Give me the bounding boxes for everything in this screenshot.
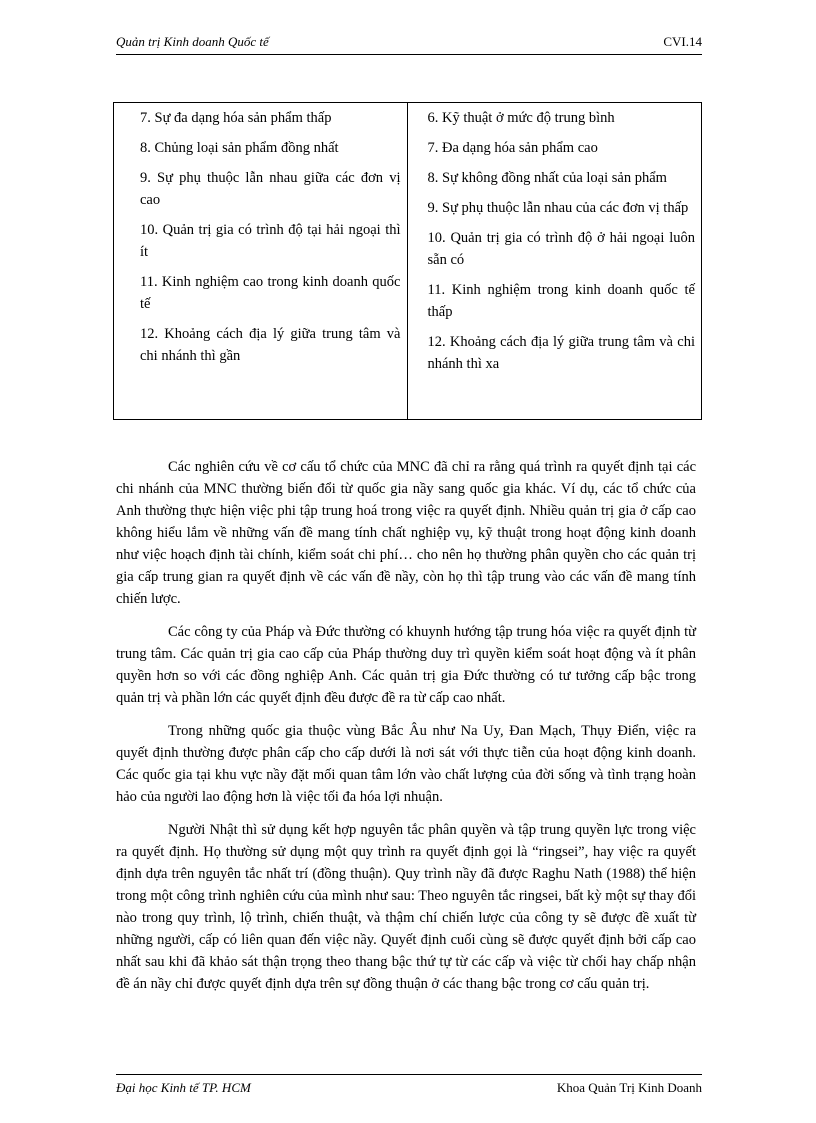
header-page-code: CVI.14 (663, 34, 702, 49)
left-item: 7. Sự đa dạng hóa sản phẩm thấp (140, 110, 332, 126)
left-item: 12. Khoảng cách địa lý giữa trung tâm và chi nhánh thì gần (140, 326, 401, 364)
body-text (116, 456, 696, 1006)
left-item: 10. Quản trị gia có trình độ tại hải ngoại thì ít (140, 222, 401, 260)
right-item: 6. Kỹ thuật ở mức độ trung bình (427, 110, 615, 126)
page-header (116, 32, 702, 55)
left-item: 9. Sự phụ thuộc lẫn nhau giữa các đơn vị cao (140, 170, 401, 208)
table-left-column (114, 103, 408, 419)
paragraph: Người Nhật thì sử dụng kết hợp nguyên tắc phân quyền và tập trung quyền lực trong việc ra quyết định. Họ thường sử dụng một quy trình ra quyết định gọi là “ringsei”, hay việc ra quyết định dựa trên nguyên tắc nhất trí (đồng thuận). Quy trình nầy đã được Raghu Nath (1988) thể hiện trong một công trình nghiên cứu của mình như sau: Theo nguyên tắc ringsei, bất kỳ một sự thay đổi nào trong quy trình, lộ trình, chiến thuật, và thậm chí chiến lược của công ty sẽ được đề xuất từ những người, cấp có liên quan đến việc nầy. Quyết định cuối cùng sẽ được quyết định bởi cấp cao nhất sau khi đã khảo sát thận trọng theo thang bậc thứ tự từ các cấp và việc từ chối hay chấp nhận đề án nầy chỉ được quyết định dựa trên sự đồng thuận ở các thang bậc trong cơ cấu quản trị. (116, 822, 696, 992)
right-item: 8. Sự không đồng nhất của loại sản phẩm (427, 170, 667, 186)
left-item: 8. Chủng loại sản phẩm đồng nhất (140, 140, 339, 156)
right-item: 11. Kinh nghiệm trong kinh doanh quốc tế thấp (427, 282, 695, 320)
footer-faculty: Khoa Quản Trị Kinh Doanh (556, 1080, 702, 1095)
left-item: 11. Kinh nghiệm cao trong kinh doanh quốc tế (140, 274, 401, 312)
comparison-table (113, 102, 702, 420)
table-right-column (408, 103, 702, 419)
paragraph: Trong những quốc gia thuộc vùng Bắc Âu như Na Uy, Đan Mạch, Thụy Điển, việc ra quyết định thường được phân cấp cho cấp dưới là nơi sát với thực tiễn của hoạt động kinh doanh. Các quốc gia tại khu vực nầy đặt mối quan tâm lớn vào chất lượng của đời sống và tình trạng hoàn hảo của người lao động hơn là việc tối đa hóa lợi nhuận. (116, 723, 696, 805)
paragraph: Các công ty của Pháp và Đức thường có khuynh hướng tập trung hóa việc ra quyết định từ trung tâm. Các quản trị gia cao cấp của Pháp thường duy trì quyền kiểm soát hoạt động và ít phân quyền hơn so với các đồng nghiệp Anh. Các quản trị gia Đức thường có tư tưởng cấp bậc trong quản trị và phần lớn các quyết định đều được đề ra từ cấp cao nhất. (116, 624, 696, 706)
right-item: 7. Đa dạng hóa sản phẩm cao (427, 140, 598, 156)
footer-university: Đại học Kinh tế TP. HCM (116, 1080, 251, 1095)
right-item: 12. Khoảng cách địa lý giữa trung tâm và chi nhánh thì xa (427, 334, 695, 372)
right-item: 9. Sự phụ thuộc lẫn nhau của các đơn vị thấp (427, 200, 689, 216)
header-title: Quản trị Kinh doanh Quốc tế (116, 34, 269, 49)
page-footer (116, 1074, 702, 1097)
paragraph: Các nghiên cứu về cơ cấu tổ chức của MNC đã chỉ ra rằng quá trình ra quyết định tại các chi nhánh của MNC thường biến đổi từ quốc gia nầy sang quốc gia khác. Ví dụ, các tổ chức của Anh thường thực hiện việc phi tập trung hoá trong việc ra quyết định. Nhiều quản trị gia ở cấp cao không hiểu lắm về những vấn đề mang tính chất nghiệp vụ, kỹ thuật trong hoạt động kinh doanh như việc hoạch định tài chính, kiểm soát chi phí… cho nên họ thường phân quyền cho các quản trị gia cấp trung gian ra quyết định về các vấn đề nầy, còn họ thì tập trung vào các vấn đề mang tính chiến lược. (116, 459, 696, 607)
right-item: 10. Quản trị gia có trình độ ở hải ngoại luôn sẵn có (427, 230, 695, 268)
